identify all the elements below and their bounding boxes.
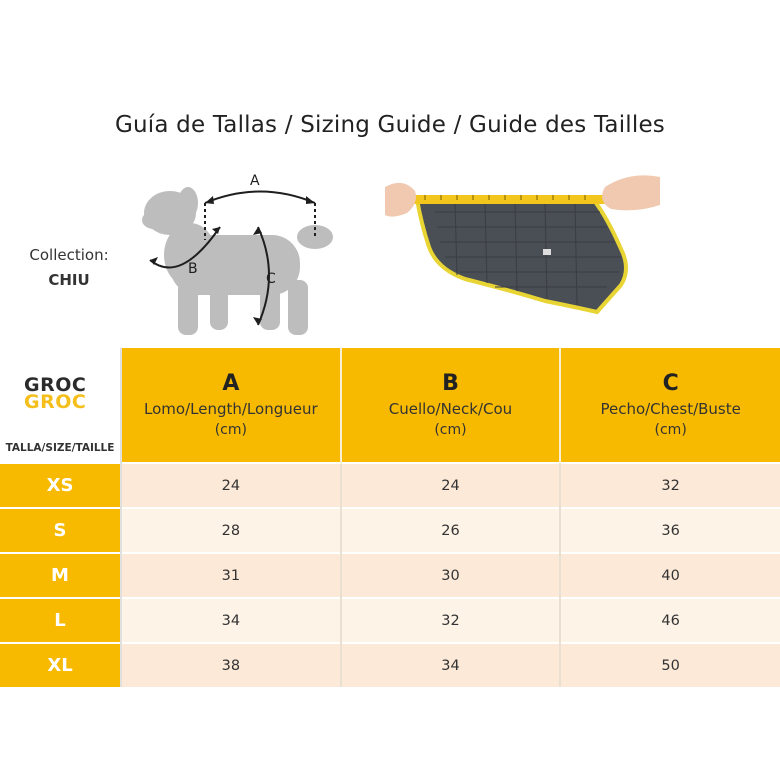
brand-logo-reflection: GROC <box>24 391 87 413</box>
collection-name: CHIU <box>48 271 90 289</box>
value-length: 28 <box>121 508 341 553</box>
value-neck: 34 <box>341 643 561 687</box>
value-chest: 40 <box>560 553 780 598</box>
size-column-header: TALLA/SIZE/TAILLE <box>5 442 115 454</box>
column-label: Pecho/Chest/Buste <box>600 400 741 418</box>
sizing-table <box>0 348 780 687</box>
table-row <box>0 508 780 553</box>
table-row <box>0 643 780 687</box>
label-b: B <box>188 261 198 277</box>
value-length: 34 <box>121 598 341 643</box>
value-chest: 36 <box>560 508 780 553</box>
table-header-row <box>0 348 780 463</box>
value-length: 31 <box>121 553 341 598</box>
dog-measurement-diagram <box>130 165 350 345</box>
size-cell: XS <box>0 463 121 508</box>
column-label: Cuello/Neck/Cou <box>388 400 513 418</box>
page-title: Guía de Tallas / Sizing Guide / Guide des Tailles <box>114 112 665 138</box>
size-cell: L <box>0 598 121 643</box>
column-header-c <box>560 348 780 463</box>
value-chest: 50 <box>560 643 780 687</box>
collection-info <box>14 243 124 293</box>
value-neck: 24 <box>341 463 561 508</box>
column-header-a <box>121 348 341 463</box>
brand-logo-cell <box>0 348 121 463</box>
measuring-tape <box>409 195 605 204</box>
value-length: 38 <box>121 643 341 687</box>
value-neck: 26 <box>341 508 561 553</box>
size-cell: M <box>0 553 121 598</box>
label-a: A <box>250 173 260 189</box>
table-row <box>0 463 780 508</box>
size-cell: XL <box>0 643 121 687</box>
product-measure-photo <box>385 157 660 327</box>
value-chest: 32 <box>560 463 780 508</box>
table-row <box>0 598 780 643</box>
collection-label: Collection: <box>29 246 109 264</box>
column-unit: (cm) <box>654 422 687 438</box>
value-chest: 46 <box>560 598 780 643</box>
column-header-b <box>341 348 561 463</box>
table-row <box>0 553 780 598</box>
column-unit: (cm) <box>214 422 247 438</box>
label-c: C <box>266 271 276 287</box>
value-neck: 32 <box>341 598 561 643</box>
column-letter: A <box>222 371 240 396</box>
brand-logo: GROC <box>24 374 87 396</box>
column-label: Lomo/Length/Longueur <box>144 400 318 418</box>
value-neck: 30 <box>341 553 561 598</box>
value-length: 24 <box>121 463 341 508</box>
column-letter: C <box>662 371 679 396</box>
column-unit: (cm) <box>434 422 467 438</box>
column-letter: B <box>442 371 459 396</box>
size-cell: S <box>0 508 121 553</box>
dog-silhouette <box>142 187 333 335</box>
